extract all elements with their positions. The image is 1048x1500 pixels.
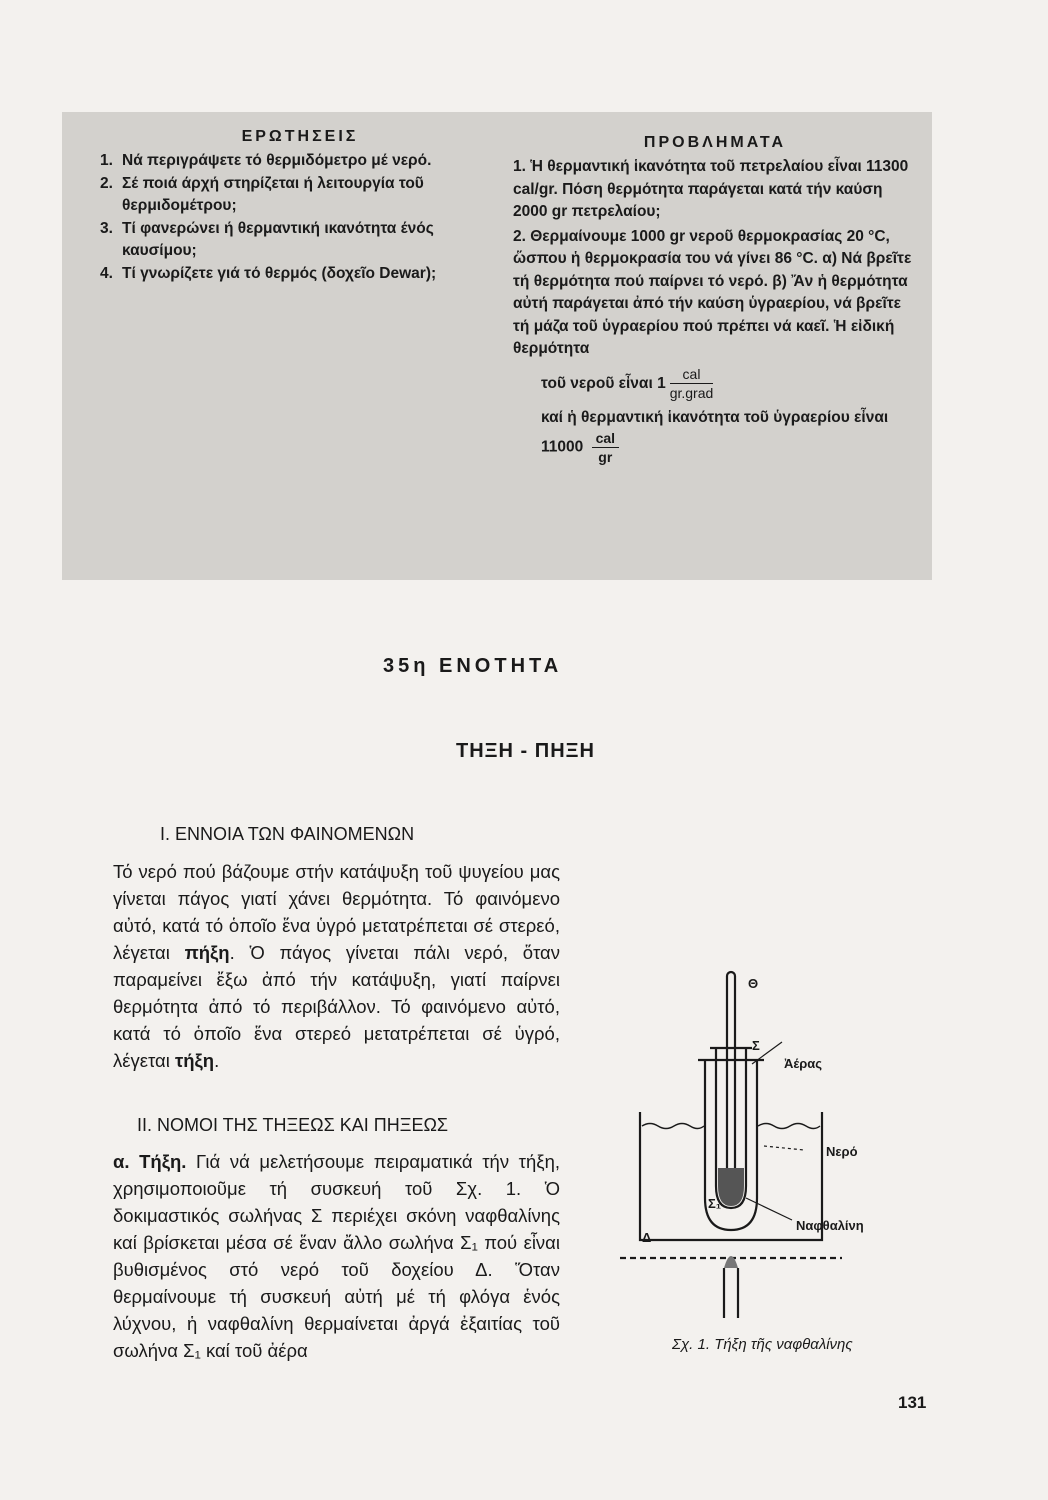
inner-tube-label: Σ	[752, 1038, 760, 1053]
question-item: 3. Τί φανερώνει ή θερμαντική ικανότητα ένός καυσίμου;	[100, 219, 434, 259]
problem-1: 1. Ἡ θερμαντική ἱκανότητα τοῦ πετρελαίου εἶναι 11300 cal/gr. Πόση θερμότητα παράγεται κατά τήν καύση 2000 gr πετρελαίου;	[513, 158, 909, 220]
problems-heading: ΠΡΟΒΛΗΜΑΤΑ	[643, 134, 787, 151]
water-surface	[642, 1124, 820, 1129]
figure-caption: Σχ. 1. Τήξη τῆς ναφθαλίνης	[672, 1336, 853, 1353]
page-number: 131	[898, 1393, 927, 1412]
container-label: Δ	[642, 1230, 652, 1245]
apparatus-diagram	[612, 968, 922, 1328]
fraction-cal-gr: $\frac{\text{cal}}{gr}$	[592, 429, 619, 466]
outer-tube-label: Σ₁	[708, 1196, 722, 1211]
term-melting: τήξη	[175, 1050, 215, 1071]
melting-lead: α. Τήξη.	[113, 1151, 187, 1172]
question-item: 4. Τί γνωρίζετε γιά τό θερμός (δοχεῖο Dewar);	[100, 264, 437, 282]
burner-shape	[724, 1268, 738, 1318]
water-leader-line	[764, 1146, 804, 1150]
problem-2: 2. Θερμαίνουμε 1000 gr νεροῦ θερμοκρασίας 20 °C, ὥσπου ἡ θερμοκρασία του νά γίνει 86 °C. α) Νά βρεῖτε τή θερμότητα πού παίρνει τό νερό. β) Ἄν ἡ θερμότητα αὐτή παράγεται ἀπό τήν καύση ὑγραερίου, νά βρεῖτε τή μάζα τοῦ ὑγραερίου πού πρέπει νά καεῖ. Ἡ εἰδική θερμότητα	[513, 227, 912, 357]
naphthalene-label: Ναφθαλίνη	[796, 1218, 864, 1233]
subheading-laws: II. ΝΟΜΟΙ ΤΗΣ ΤΗΞΕΩΣ ΚΑΙ ΠΗΞΕΩΣ	[137, 1115, 449, 1135]
naphthalene-fill	[718, 1168, 744, 1206]
thermometer-label: Θ	[748, 976, 759, 991]
question-item: 1. Νά περιγράψετε τό θερμιδόμετρο μέ νερό.	[100, 152, 432, 169]
problems-section	[513, 134, 917, 466]
paragraph-concepts: Τό νερό πού βάζουμε στήν κατάψυξη τοῦ ψυγείου μας γίνεται πάγος γιατί χάνει θερμότητα. Τό φαινόμενο αὐτό, κατά τό ὁποῖο ἕνα ὑγρό μετατρέπεται σέ στερεό, λέγεται πήξη. Ὁ πάγος γίνεται πάλι νερό, ὅταν παραμείνει ἔξω ἀπό τήν κατάψυξη, γιατί παίρνει θερμότητα ἀπό τό περιβάλλον. Τό φαινόμενο αὐτό, κατά τό ὁποῖο ἕνα στερεό μετατρέπεται σέ ὑγρό, λέγεται τήξη.	[113, 861, 560, 1071]
questions-list	[100, 150, 500, 285]
specific-heat-line: τοῦ νεροῦ εἶναι 1 $\frac{\text{cal}}{\text{gr.grad}}$	[541, 366, 714, 401]
naphthalene-apparatus-figure	[612, 968, 922, 1328]
section-title: ΤΗΞΗ - ΠΗΞΗ	[456, 740, 595, 762]
question-item: 2. Σέ ποιά άρχή στηρίζεται ή λειτουργία τοῦ θερμιδομέτρου;	[100, 174, 424, 214]
questions-heading: ΕΡΩΤΗΣΕΙΣ	[241, 128, 359, 145]
thermometer-shape	[727, 972, 735, 1178]
fraction-cal-gr-grad: $\frac{\text{cal}}{\text{gr.grad}}$	[669, 366, 714, 401]
questions-section	[100, 128, 500, 285]
subheading-concepts: I. ΕΝΝΟΙΑ ΤΩΝ ΦΑΙΝΟΜΕΝΩΝ	[160, 824, 415, 844]
air-label: Ἀέρας	[784, 1056, 823, 1071]
section-number: 35η ΕΝΟΤΗΤΑ	[383, 655, 563, 677]
water-label: Νερό	[826, 1144, 858, 1159]
problem-2-continuation: καί ἡ θερμαντική ἱκανότητα τοῦ ὑγραερίου εἶναι 11000 $\frac{\text{cal}}{gr}$	[541, 408, 889, 465]
term-freezing: πήξη	[184, 942, 230, 963]
paragraph-melting: α. Τήξη. Γιά νά μελετήσουμε πειραματικά τήν τήξη, χρησιμοποιοῦμε τή συσκευή τοῦ Σχ. 1. Ὁ δοκιμαστικός σωλήνας Σ περιέχει σκόνη ναφθαλίνης καί βρίσκεται μέσα σέ ἕναν ἄλλο σωλήνα Σ₁ πού εἶναι βυθισμένος στό νερό τοῦ δοχείου Δ. Ὅταν θερμαίνουμε τή συσκευή αὐτή μέ τή φλόγα ἑνός λύχνου, ἡ ναφθαλίνη θερμαίνεται ἀργά ἐξαιτίας τοῦ σωλήνα Σ₁ καί τοῦ ἀέρα	[113, 1151, 560, 1361]
